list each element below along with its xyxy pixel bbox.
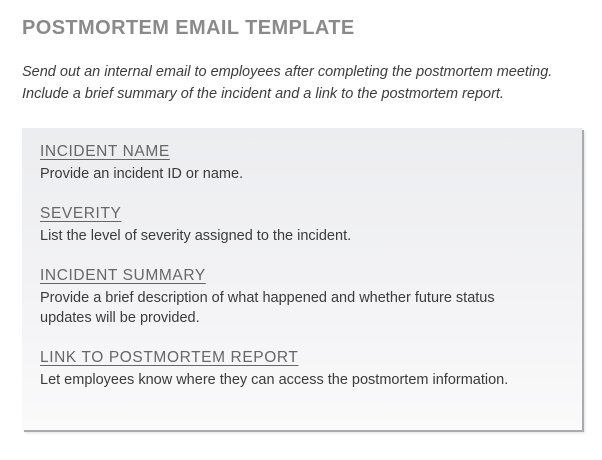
section-heading-severity: SEVERITY <box>40 205 122 222</box>
section-severity <box>40 204 564 246</box>
page-title: POSTMORTEM EMAIL TEMPLATE <box>22 17 355 39</box>
template-card <box>22 128 582 430</box>
section-heading-incident-name: INCIDENT NAME <box>40 143 170 160</box>
intro-text <box>22 61 552 105</box>
section-description: updates will be provided. <box>40 310 200 326</box>
section-description: List the level of severity assigned to the incident. <box>40 228 352 244</box>
section-incident-summary <box>40 266 564 328</box>
section-heading-incident-summary: INCIDENT SUMMARY <box>40 267 206 284</box>
section-incident-name <box>40 142 564 184</box>
intro-line-1: Send out an internal email to employees after completing the postmortem meeting. <box>22 64 553 80</box>
section-description: Let employees know where they can access the postmortem information. <box>40 372 509 388</box>
section-heading-link-to-postmortem-report: LINK TO POSTMORTEM REPORT <box>40 349 299 366</box>
section-description: Provide a brief description of what happened and whether future status <box>40 290 495 306</box>
intro-line-2: Include a brief summary of the incident and a link to the postmortem report. <box>22 86 504 102</box>
section-link-to-postmortem-report <box>40 348 564 390</box>
section-description: Provide an incident ID or name. <box>40 166 244 182</box>
